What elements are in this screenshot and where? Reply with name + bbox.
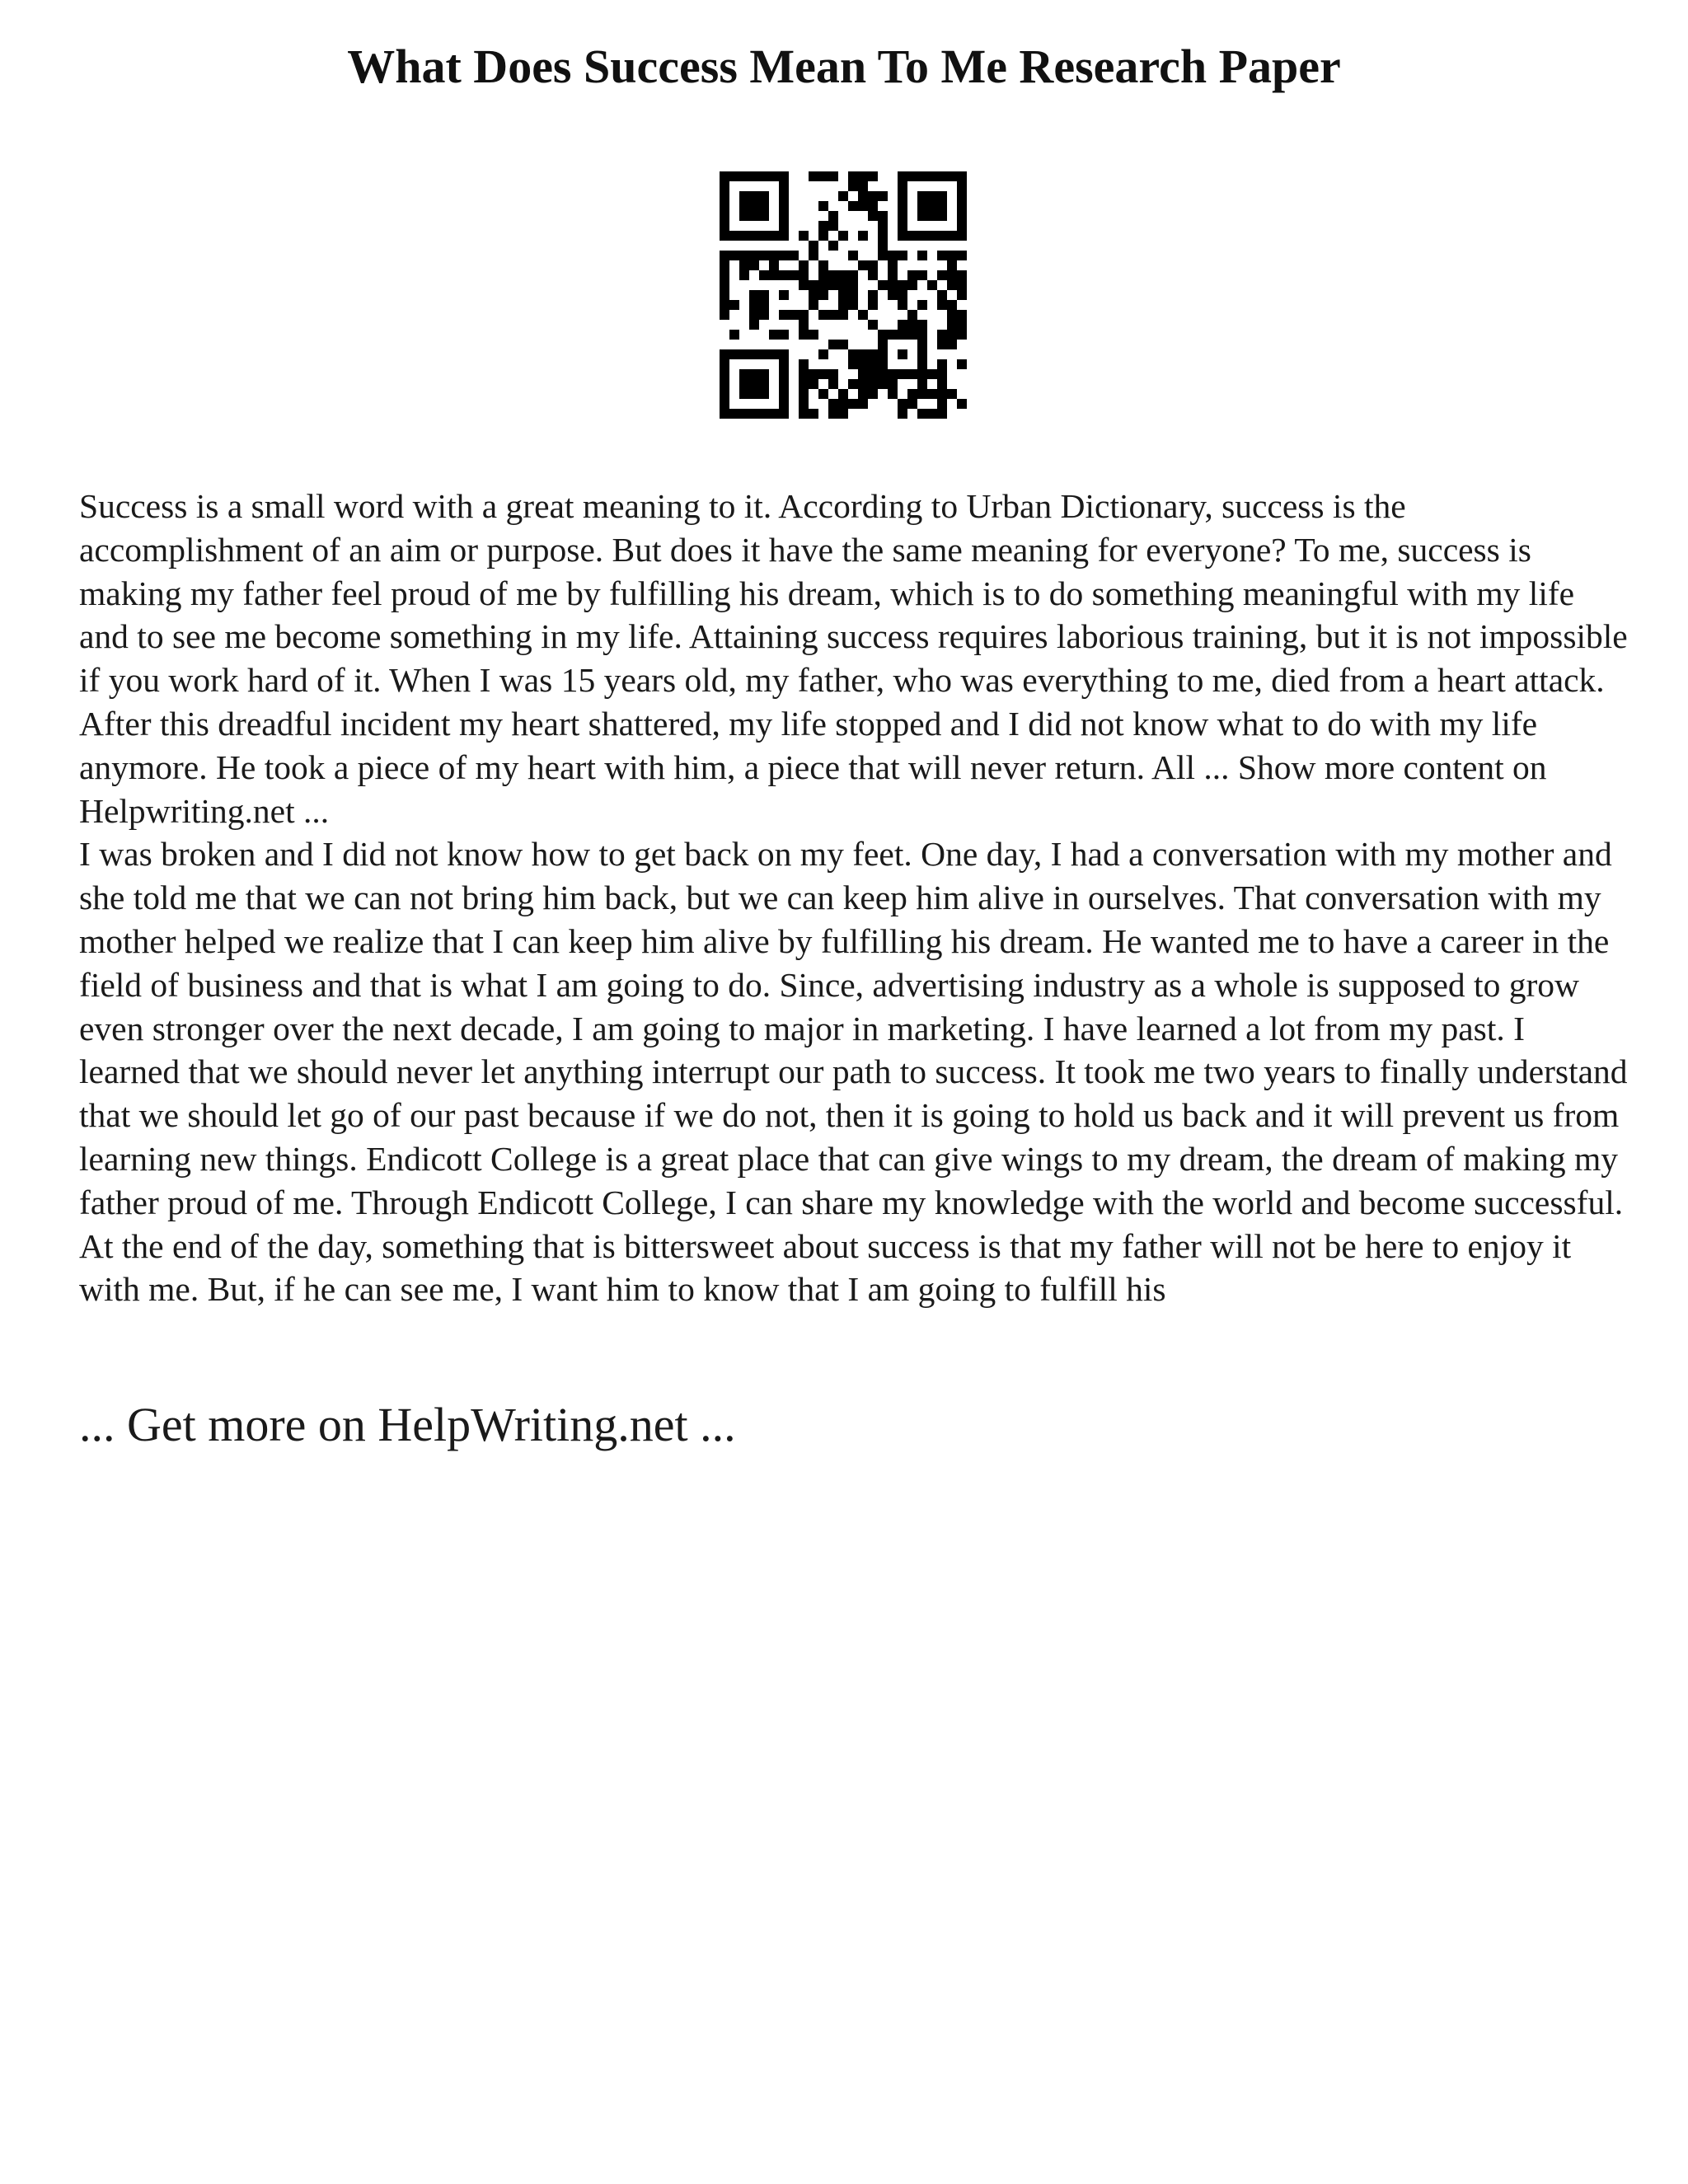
paragraph-2: I was broken and I did not know how to get back on my feet. One day, I had a conversation with my mother and she told me that we can not bring him back, but we can keep him alive in ourselves. That conversation with my mother helped we realize that I can keep him alive by fulfilling his dream. He wanted me to have a career in the field of business and that is what I am going to do. Since, advertising industry as a whole is supposed to grow even stronger over the next decade, I am going to major in marketing. I have learned a lot from my past. I learned that we should never let anything interrupt our path to success. It took me two years to finally understand that we should let go of our past because if we do not, then it is going to hold us back and it will prevent us from learning new things. Endicott College is a great place that can give wings to my dream, the dream of making my father proud of me. Through Endicott College, I can share my knowledge with the world and become successful. At the end of the day, something that is bittersweet about success is that my father will not be here to enjoy it with me. But, if he can see me, I want him to know that I am going to fulfill his: [79, 835, 1628, 1309]
qr-code-icon: [720, 171, 967, 419]
document-body: [79, 485, 1629, 1311]
get-more-link[interactable]: ... Get more on HelpWriting.net ...: [79, 1398, 736, 1451]
document-title: What Does Success Mean To Me Research Paper: [347, 40, 1341, 93]
paragraph-1: Success is a small word with a great meaning to it. According to Urban Dictionary, success is the accomplishment of an aim or purpose. But does it have the same meaning for everyone? To me, success is making my father feel proud of me by fulfilling his dream, which is to do something meaningful with my life and to see me become something in my life. Attaining success requires laborious training, but it is not impossible if you work hard of it. When I was 15 years old, my father, who was everything to me, died from a heart attack. After this dreadful incident my heart shattered, my life stopped and I did not know what to do with my life anymore. He took a piece of my heart with him, a piece that will never return. All ... Show more content on Helpwriting.net ...: [79, 487, 1628, 830]
